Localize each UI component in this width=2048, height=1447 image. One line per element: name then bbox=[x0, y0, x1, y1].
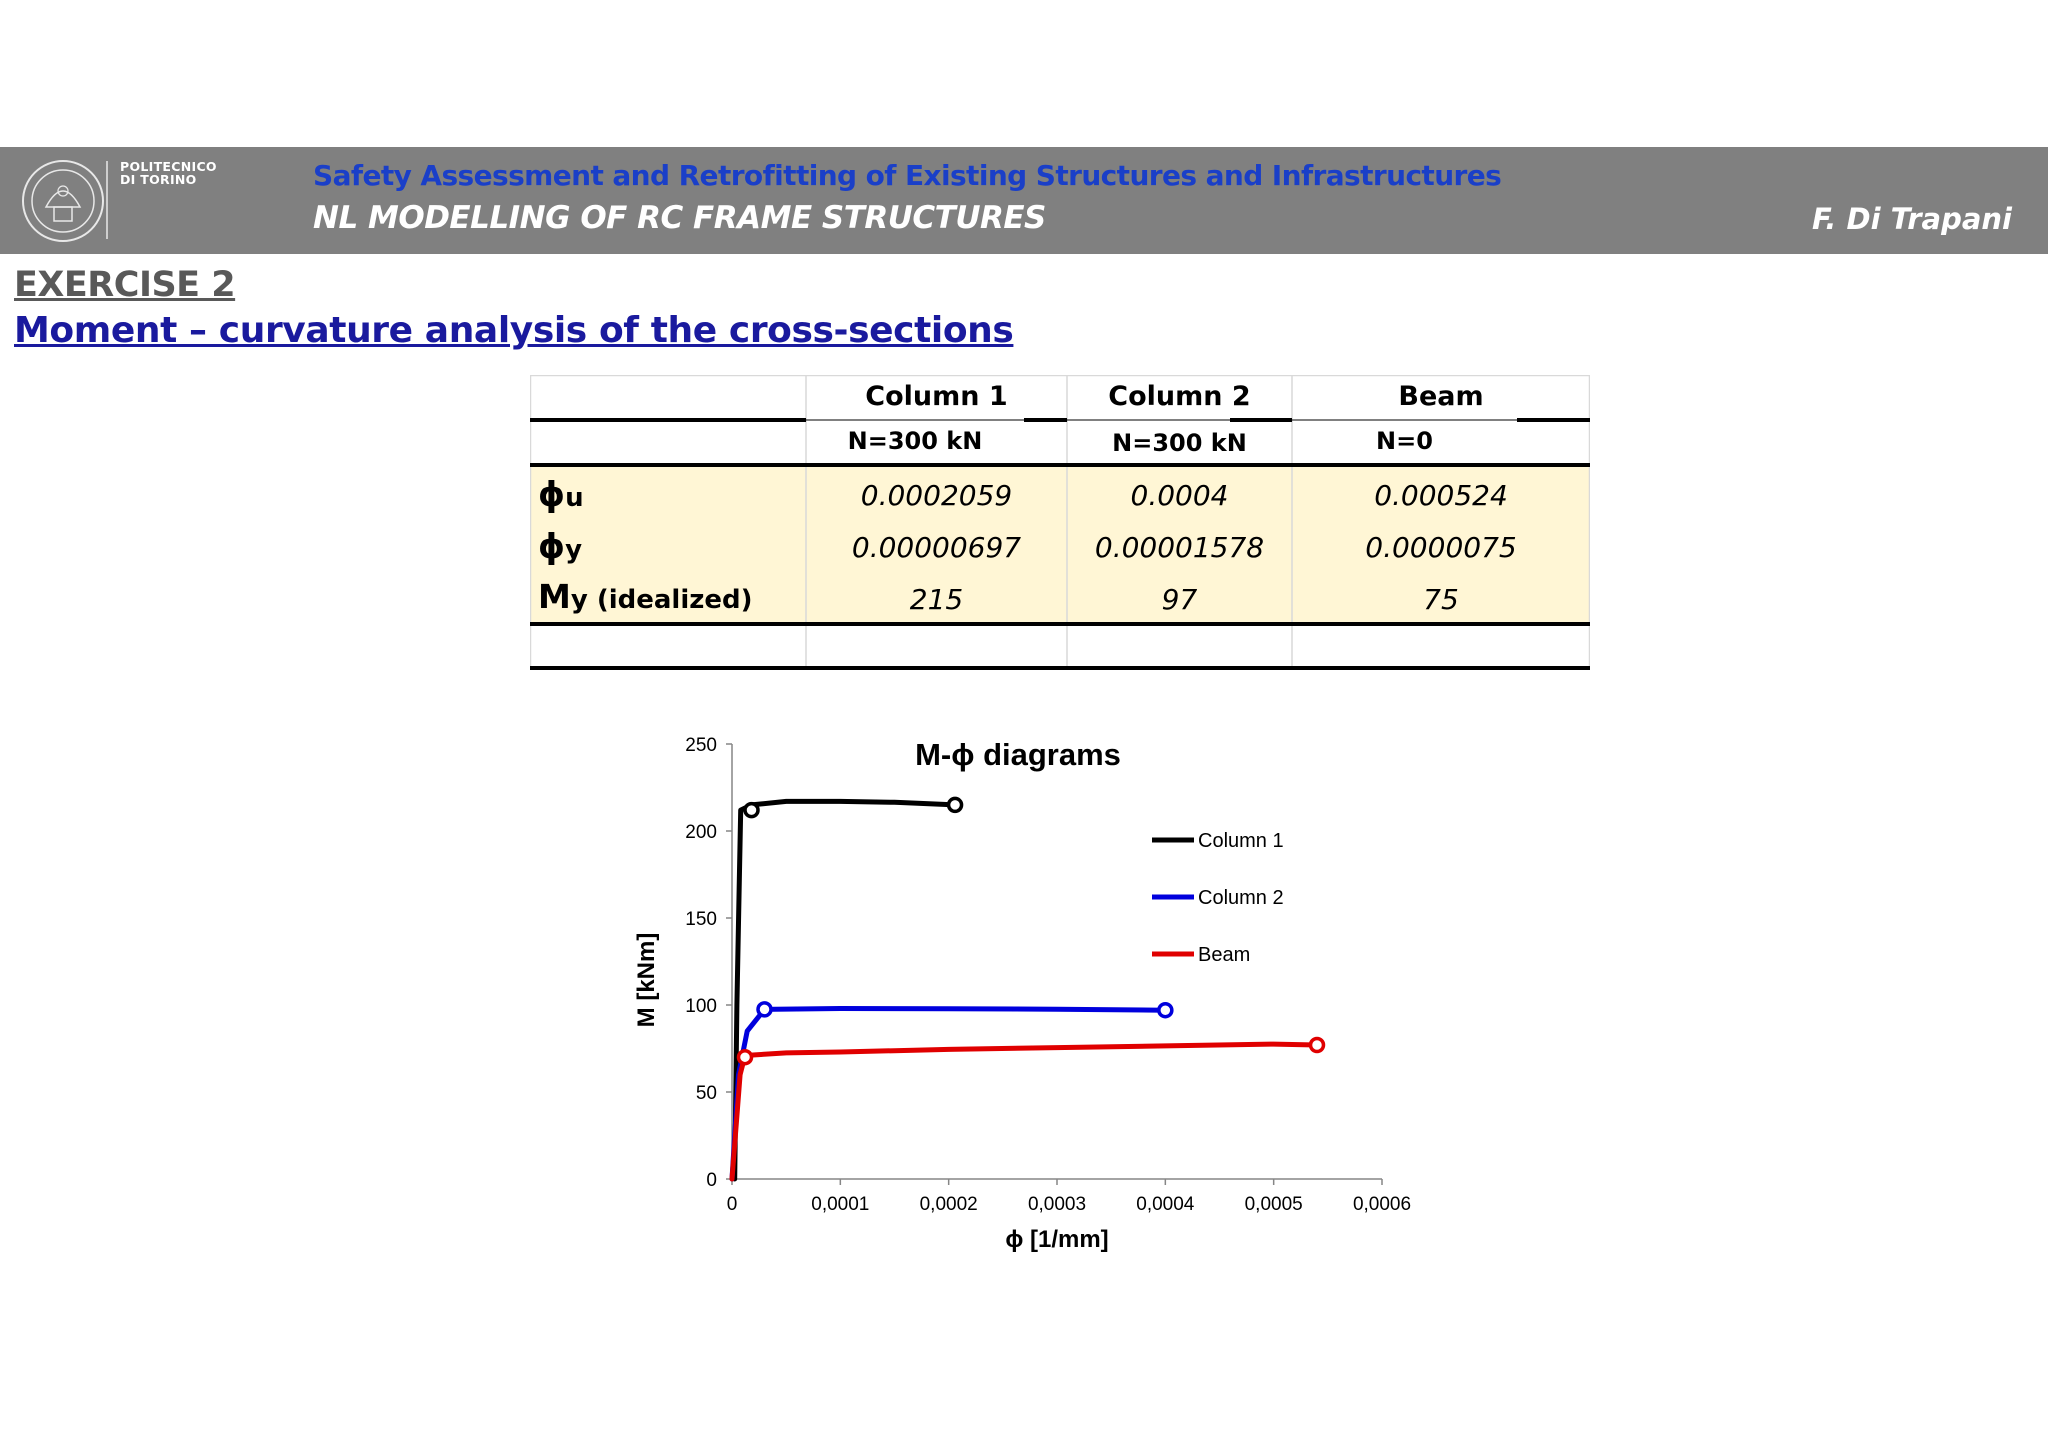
exercise-title: EXERCISE 2 bbox=[14, 265, 236, 305]
column-header-column-2: Column 2 bbox=[1108, 381, 1251, 412]
phi-symbol: ϕ bbox=[538, 475, 566, 515]
university-seal-logo bbox=[18, 155, 114, 245]
row-subscript: y (idealized) bbox=[570, 585, 753, 615]
row-label-phi-y bbox=[538, 527, 582, 567]
y-tick-label: 100 bbox=[685, 996, 717, 1017]
table-cell: 0.0004 bbox=[1130, 479, 1229, 512]
header-bar bbox=[0, 147, 2048, 254]
x-tick-label: 0,0003 bbox=[1027, 1194, 1087, 1215]
author-name: F. Di Trapani bbox=[1811, 202, 2012, 236]
x-tick-label: 0,0004 bbox=[1136, 1194, 1195, 1215]
axial-load-column-1: N=300 kN bbox=[847, 427, 983, 455]
table-cell: 97 bbox=[1161, 583, 1198, 616]
y-tick-label: 200 bbox=[685, 822, 717, 843]
y-tick-label: 250 bbox=[685, 735, 717, 756]
course-title: Safety Assessment and Retrofitting of Existing Structures and Infrastructures bbox=[313, 159, 1502, 192]
logo-wordmark bbox=[120, 160, 217, 186]
table-cell: 0.00000697 bbox=[851, 531, 1022, 564]
y-axis-label: M [kNm] bbox=[633, 932, 660, 1028]
legend-label-beam: Beam bbox=[1198, 944, 1251, 966]
axial-load-beam: N=0 bbox=[1376, 427, 1433, 455]
row-subscript: y bbox=[565, 535, 583, 565]
series-line-beam bbox=[732, 1044, 1317, 1179]
y-tick-label: 0 bbox=[706, 1170, 717, 1191]
table-cell: 215 bbox=[909, 583, 964, 616]
logo-text-line2: DI TORINO bbox=[120, 172, 197, 187]
column-header-column-1: Column 1 bbox=[865, 381, 1008, 412]
y-tick-label: 50 bbox=[695, 1083, 717, 1104]
chart-title: M-ϕ diagrams bbox=[915, 737, 1121, 772]
y-tick-label: 150 bbox=[685, 909, 717, 930]
x-axis-label: ϕ [1/mm] bbox=[1005, 1226, 1109, 1253]
phi-symbol: ϕ bbox=[538, 527, 566, 567]
table-cell: 0.000524 bbox=[1374, 479, 1508, 512]
table-cell: 75 bbox=[1423, 583, 1459, 616]
series-marker-column-2 bbox=[758, 1003, 771, 1016]
results-table bbox=[530, 375, 1590, 670]
x-tick-label: 0,0001 bbox=[811, 1194, 870, 1215]
table-cell: 0.0000075 bbox=[1365, 531, 1517, 564]
x-tick-label: 0,0002 bbox=[919, 1194, 978, 1215]
exercise-subtitle: Moment – curvature analysis of the cross-sections bbox=[14, 310, 1014, 351]
logo-text-line1: POLITECNICO bbox=[120, 159, 217, 174]
section-title: NL MODELLING OF RC FRAME STRUCTURES bbox=[313, 200, 1046, 236]
row-label-phi-u bbox=[538, 475, 584, 515]
table-cell: 0.00001578 bbox=[1094, 531, 1265, 564]
series-line-column-1 bbox=[735, 801, 955, 1179]
x-tick-label: 0,0006 bbox=[1352, 1194, 1412, 1215]
chart-legend bbox=[1152, 830, 1284, 966]
series-line-column-2 bbox=[732, 1009, 1165, 1180]
series-marker-beam bbox=[1311, 1039, 1324, 1052]
x-tick-label: 0 bbox=[726, 1194, 738, 1215]
row-label-my-idealized bbox=[538, 577, 753, 616]
series-marker-beam bbox=[739, 1051, 752, 1064]
moment-curvature-chart bbox=[620, 720, 1440, 1280]
series-marker-column-1 bbox=[745, 804, 758, 817]
chart-series bbox=[732, 798, 1324, 1179]
series-marker-column-2 bbox=[1159, 1004, 1172, 1017]
moment-symbol: M bbox=[538, 577, 571, 616]
legend-label-column-2: Column 2 bbox=[1198, 887, 1284, 909]
series-marker-column-1 bbox=[949, 798, 962, 811]
table-cell: 0.0002059 bbox=[860, 479, 1013, 512]
x-tick-label: 0,0005 bbox=[1244, 1194, 1303, 1215]
chart-axes bbox=[685, 735, 1411, 1215]
row-subscript: u bbox=[565, 483, 584, 513]
axial-load-column-2: N=300 kN bbox=[1112, 429, 1247, 457]
column-header-beam: Beam bbox=[1398, 381, 1484, 412]
table-grid bbox=[530, 375, 1590, 670]
legend-label-column-1: Column 1 bbox=[1198, 830, 1284, 852]
